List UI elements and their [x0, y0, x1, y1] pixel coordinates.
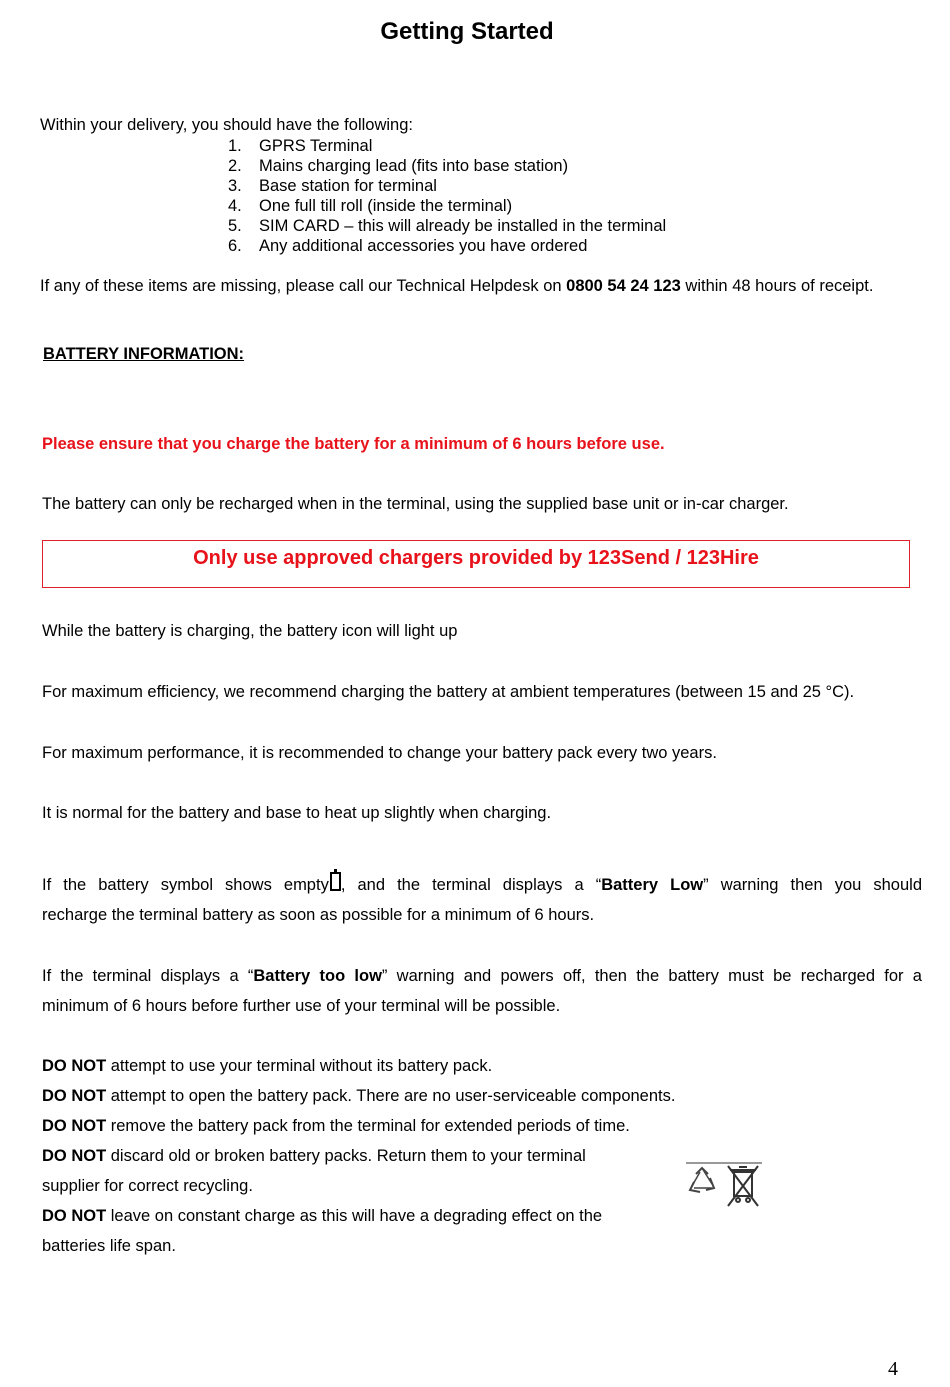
battery-empty-icon	[330, 872, 341, 891]
list-item: DO NOT attempt to open the battery pack. There are no user-serviceable components.	[42, 1087, 676, 1105]
list-item: 4. One full till roll (inside the terminal)	[228, 197, 513, 215]
recharge-paragraph: The battery can only be recharged when in the terminal, using the supplied base unit or in-car charger.	[42, 495, 789, 513]
delivery-list	[228, 136, 666, 256]
list-item: 5. SIM CARD – this will already be installed in the terminal	[228, 217, 667, 235]
list-item: 3. Base station for terminal	[228, 177, 437, 195]
battery-too-low-paragraph: If the terminal displays a “Battery too low” warning and powers off, then the battery must be recharged for a minimum of 6 hours before further use of your terminal will be possible.	[42, 967, 922, 1015]
approved-chargers-text: Only use approved chargers provided by 123Send / 123Hire	[193, 546, 759, 569]
battery-low-paragraph: If the battery symbol shows empty , and the terminal displays a “Battery Low” warning then you should recharge the terminal battery as soon as possible for a minimum of 6 hours.	[42, 870, 922, 930]
heat-paragraph: It is normal for the battery and base to heat up slightly when charging.	[42, 804, 552, 822]
missing-items-paragraph: If any of these items are missing, please call our Technical Helpdesk on 0800 54 24 123 within 48 hours of receipt.	[40, 277, 874, 295]
do-not-list	[42, 1051, 682, 1261]
list-item: DO NOT attempt to use your terminal without its battery pack.	[42, 1057, 493, 1075]
list-item: DO NOT leave on constant charge as this will have a degrading effect on the batteries life span.	[42, 1207, 603, 1255]
recycling-symbols	[684, 1160, 764, 1212]
page-title: Getting Started	[380, 18, 554, 45]
crossed-bin-icon	[728, 1166, 758, 1206]
delivery-intro: Within your delivery, you should have the following:	[40, 116, 413, 134]
approved-chargers-box	[42, 540, 910, 588]
list-item: 2. Mains charging lead (fits into base station)	[228, 157, 569, 175]
list-item: DO NOT remove the battery pack from the terminal for extended periods of time.	[42, 1117, 630, 1135]
efficiency-paragraph: For maximum efficiency, we recommend charging the battery at ambient temperatures (between 15 and 25 °C).	[42, 683, 855, 701]
list-item: DO NOT discard old or broken battery packs. Return them to your terminal supplier for correct recycling.	[42, 1147, 586, 1195]
recycle-icon	[690, 1168, 714, 1192]
list-item: 6. Any additional accessories you have ordered	[228, 237, 588, 255]
performance-paragraph: For maximum performance, it is recommended to change your battery pack every two years.	[42, 744, 717, 762]
list-item: 1. GPRS Terminal	[228, 137, 373, 155]
battery-section-heading: BATTERY INFORMATION:	[43, 345, 245, 363]
charging-icon-paragraph: While the battery is charging, the battery icon will light up	[42, 622, 458, 640]
charge-notice: Please ensure that you charge the battery for a minimum of 6 hours before use.	[42, 435, 665, 453]
helpdesk-phone: 0800 54 24 123	[566, 277, 681, 295]
page-number: 4	[888, 1358, 898, 1380]
